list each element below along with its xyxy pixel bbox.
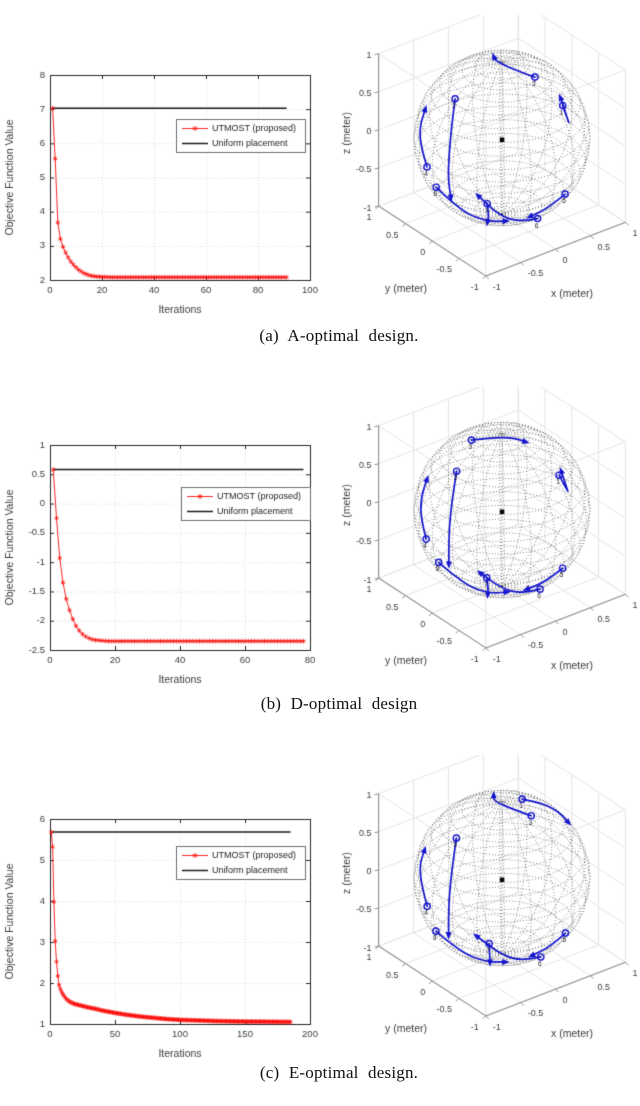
sphere-plot-b xyxy=(320,387,640,692)
caption-b: (b) D-optimal design xyxy=(260,694,418,713)
caption-c: (c) E-optimal design. xyxy=(259,1063,419,1082)
caption-a: (a) A-optimal design. xyxy=(259,326,419,345)
sphere-plot-a xyxy=(320,15,640,320)
convergence-plot-a xyxy=(0,55,320,325)
convergence-plot-b xyxy=(0,425,320,695)
convergence-plot-c xyxy=(0,799,320,1069)
sphere-plot-c xyxy=(320,755,640,1060)
